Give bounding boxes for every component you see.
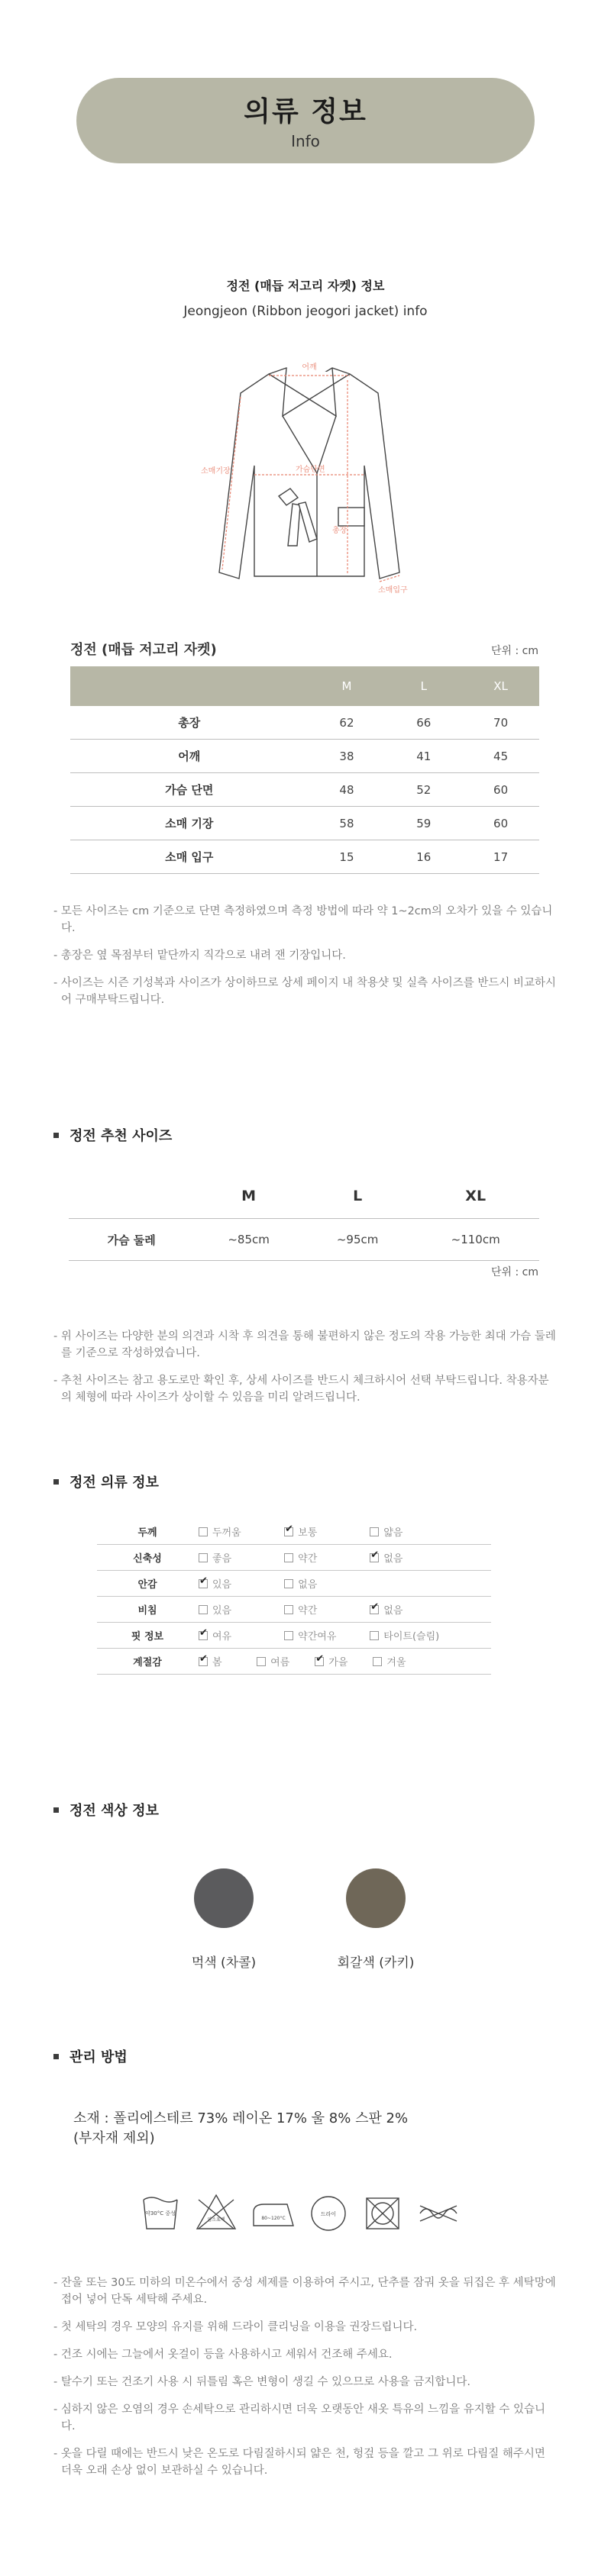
note-text: - 첫 세탁의 경우 모양의 유지를 위해 드라이 클리닝을 이용을 권장드립니다. <box>53 2321 418 2333</box>
fabric-info-heading-text: 정전 의류 정보 <box>70 1475 159 1491</box>
cell: 38 <box>309 740 386 773</box>
cell: 45 <box>462 740 539 773</box>
table-row <box>97 1597 491 1623</box>
no-bleach-icon <box>197 2195 235 2229</box>
recommend-table <box>69 1174 539 1261</box>
option-label: 있음 <box>212 1579 232 1591</box>
checkbox-icon <box>373 1657 382 1666</box>
cell: 58 <box>309 807 386 840</box>
checkbox-checked-icon <box>199 1657 208 1666</box>
cell: 60 <box>462 773 539 807</box>
option-label: 얇음 <box>383 1527 403 1539</box>
table-row <box>70 773 539 807</box>
table-row <box>69 1219 539 1261</box>
iron-icon <box>254 2204 293 2226</box>
checkbox-icon <box>284 1579 293 1588</box>
recommend-header <box>69 1174 539 1219</box>
table-row <box>97 1545 491 1571</box>
info-header-banner <box>76 78 535 163</box>
recommend-heading <box>53 1125 172 1145</box>
recommend-unit: 단위 : cm <box>490 1266 538 1278</box>
page-subtitle: Info <box>291 132 320 150</box>
cell: 52 <box>385 773 462 807</box>
row-label: 어깨 <box>70 740 309 773</box>
size-table <box>70 666 539 874</box>
option-label: 약간 <box>298 1553 318 1565</box>
note-text: - 탈수기 또는 건조기 사용 시 뒤틀림 혹은 변형이 생길 수 있으므로 사용을 금지합니다. <box>53 2376 470 2388</box>
label-chest: 가슴단면 <box>296 466 325 474</box>
checkbox-checked-icon <box>315 1657 324 1666</box>
cell: 17 <box>462 840 539 874</box>
size-col-blank <box>70 666 309 706</box>
bullet-icon <box>53 2054 59 2059</box>
no-wring-icon <box>420 2206 457 2221</box>
option-label: 없음 <box>298 1579 318 1591</box>
row-label: 비침 <box>97 1597 198 1623</box>
option-label: 좋음 <box>212 1553 232 1565</box>
table-row <box>97 1623 491 1649</box>
page-title: 의류 정보 <box>244 96 367 127</box>
rec-col-m: M <box>194 1174 303 1219</box>
label-sleeve-opening: 소매입구 <box>378 586 408 595</box>
row-label: 총장 <box>70 706 309 740</box>
checkbox-icon <box>370 1631 379 1640</box>
bullet-icon <box>53 1807 59 1813</box>
cell: 41 <box>385 740 462 773</box>
size-notes <box>53 903 558 1019</box>
checkbox-icon <box>199 1527 208 1536</box>
option-label: 없음 <box>383 1553 403 1565</box>
option-label: 있음 <box>212 1605 232 1617</box>
label-length: 총장 <box>332 527 348 535</box>
checkbox-checked-icon <box>199 1631 208 1640</box>
option <box>257 1654 312 1668</box>
checkbox-icon <box>370 1527 379 1536</box>
colors-heading-text: 정전 색상 정보 <box>70 1803 159 1819</box>
color-name-charcoal: 먹색 (차콜) <box>191 1955 257 1971</box>
note-text: - 사이즈는 시즌 기성복과 사이즈가 상이하므로 상세 페이지 내 착용샷 및 실측 사이즈를 반드시 비교하시어 구매부탁드립니다. <box>53 977 557 1006</box>
note-text: - 옷을 다릴 때에는 반드시 낮은 온도로 다림질하시되 얇은 천, 헝겊 등을 깔고 그 위로 다림질 해주시면 더욱 오래 손상 없이 보관하실 수 있습니다. <box>53 2448 545 2477</box>
size-col-l: L <box>385 666 462 706</box>
size-table-header <box>70 666 539 706</box>
row-label: 가슴 단면 <box>70 773 309 807</box>
checkbox-icon <box>257 1657 266 1666</box>
care-heading <box>53 2046 128 2066</box>
note-text: - 총장은 옆 목점부터 맡단까지 직각으로 내려 잰 기장입니다. <box>53 949 346 962</box>
option <box>315 1654 370 1668</box>
table-row <box>70 706 539 740</box>
note-text: - 추천 사이즈는 참고 용도로만 확인 후, 상세 사이즈를 반드시 체크하시어 선택 부탁드립니다. 착용자분의 체형에 따라 사이즈가 상이할 수 있음을 미리 알려드립니다. <box>53 1375 549 1404</box>
cell: 59 <box>385 807 462 840</box>
table-row <box>70 807 539 840</box>
svg-text:80~120°C: 80~120°C <box>261 2216 286 2221</box>
size-col-xl: XL <box>462 666 539 706</box>
no-tumble-dry-icon <box>367 2198 399 2229</box>
row-label: 소매 입구 <box>70 840 309 874</box>
option <box>199 1602 281 1617</box>
label-shoulder: 어깨 <box>302 363 317 372</box>
option <box>199 1524 281 1539</box>
cell: 60 <box>462 807 539 840</box>
color-swatch-charcoal <box>194 1868 254 1928</box>
option <box>373 1654 428 1668</box>
checkbox-icon <box>199 1553 208 1562</box>
option-label: 없음 <box>383 1605 403 1617</box>
option <box>370 1628 452 1643</box>
note-text: - 위 사이즈는 다양한 분의 의견과 시착 후 의견을 통해 불편하지 않은 정도의 작용 가능한 최대 가슴 둘레를 기준으로 작성하였습니다. <box>53 1330 556 1359</box>
material-text: 소재 : 폴리에스테르 73% 레이온 17% 울 8% 스판 2% <box>73 2110 409 2126</box>
option <box>199 1628 281 1643</box>
cell: 16 <box>385 840 462 874</box>
option <box>284 1628 367 1643</box>
row-label: 계절감 <box>97 1649 198 1675</box>
cell: 48 <box>309 773 386 807</box>
option <box>370 1602 452 1617</box>
hand-wash-icon <box>144 2197 177 2229</box>
option-label: 두꺼움 <box>212 1527 241 1539</box>
option-label: 여유 <box>212 1631 232 1643</box>
table-row <box>97 1519 491 1545</box>
color-name-khaki: 회갈색 (카키) <box>337 1955 415 1971</box>
recommend-heading-text: 정전 추천 사이즈 <box>70 1128 173 1144</box>
fabric-info-heading <box>53 1472 159 1491</box>
table-row <box>70 740 539 773</box>
cell: 15 <box>309 840 386 874</box>
note-text: - 건조 시에는 그늘에서 옷걸이 등을 사용하시고 세워서 건조해 주세요. <box>53 2349 393 2361</box>
option-label: 타이트(슬림) <box>383 1631 440 1643</box>
row-label: 신축성 <box>97 1545 198 1571</box>
option <box>284 1602 367 1617</box>
checkbox-checked-icon <box>199 1579 208 1588</box>
option-label: 약간여유 <box>298 1631 337 1643</box>
svg-text:드라이: 드라이 <box>320 2211 337 2217</box>
garment-measurement-diagram <box>195 359 424 611</box>
care-notes <box>53 2275 558 2490</box>
cell: 66 <box>385 706 462 740</box>
size-table-caption: 정전 (매듭 저고리 자켓) <box>70 642 217 658</box>
svg-text:염소표백: 염소표백 <box>207 2217 225 2223</box>
cell: ~95cm <box>303 1219 412 1261</box>
dry-clean-icon <box>312 2197 345 2230</box>
product-title-ko: 정전 (매듭 저고리 자켓) 정보 <box>226 279 385 293</box>
option <box>199 1550 281 1565</box>
svg-text:약30°C 중성: 약30°C 중성 <box>145 2210 176 2217</box>
option <box>370 1550 452 1565</box>
option-label: 여름 <box>270 1657 290 1668</box>
option <box>284 1550 367 1565</box>
size-col-m: M <box>309 666 386 706</box>
row-label: 핏 정보 <box>97 1623 198 1649</box>
table-row <box>97 1571 491 1597</box>
rec-col-l: L <box>303 1174 412 1219</box>
option-label: 약간 <box>298 1605 318 1617</box>
colors-heading <box>53 1800 159 1820</box>
option <box>284 1576 367 1591</box>
bullet-icon <box>53 1479 59 1485</box>
option-label: 겨울 <box>386 1657 406 1668</box>
size-table-unit: 단위 : cm <box>490 645 538 657</box>
care-heading-text: 관리 방법 <box>70 2049 128 2065</box>
cell: 70 <box>462 706 539 740</box>
cell: ~85cm <box>194 1219 303 1261</box>
option <box>370 1524 452 1539</box>
option-label: 봄 <box>212 1657 222 1668</box>
checkbox-icon <box>199 1605 208 1614</box>
option <box>199 1654 254 1668</box>
care-symbols <box>137 2189 474 2242</box>
color-swatch-khaki <box>346 1868 406 1928</box>
checkbox-checked-icon <box>370 1553 379 1562</box>
row-label: 안감 <box>97 1571 198 1597</box>
bullet-icon <box>53 1133 59 1138</box>
checkbox-checked-icon <box>370 1605 379 1614</box>
option <box>199 1576 281 1591</box>
row-label: 가슴 둘레 <box>69 1219 194 1261</box>
option-label: 가을 <box>328 1657 348 1668</box>
note-text: - 심하지 않은 오염의 경우 손세탁으로 관리하시면 더욱 오랫동안 새옷 특유의 느낌을 유지할 수 있습니다. <box>53 2404 546 2433</box>
option-label: 보통 <box>298 1527 318 1539</box>
note-text: - 모든 사이즈는 cm 기준으로 단면 측정하였으며 측정 방법에 따라 약 1~2cm의 오차가 있을 수 있습니다. <box>53 905 553 934</box>
option <box>284 1524 367 1539</box>
product-title-en: Jeongjeon (Ribbon jeogori jacket) info <box>183 304 428 319</box>
row-label: 두께 <box>97 1519 198 1545</box>
checkbox-icon <box>284 1631 293 1640</box>
cell: ~110cm <box>412 1219 539 1261</box>
material-info <box>73 2109 408 2149</box>
rec-col-blank <box>69 1174 194 1219</box>
fabric-info-table <box>97 1519 491 1675</box>
row-label: 소매 기장 <box>70 807 309 840</box>
checkbox-icon <box>284 1553 293 1562</box>
rec-col-xl: XL <box>412 1174 539 1219</box>
checkbox-checked-icon <box>284 1527 293 1536</box>
label-sleeve-length: 소매기장 <box>201 467 231 476</box>
note-text: - 잔울 또는 30도 미하의 미온수에서 중성 세제를 이용하여 주시고, 단추를 잠궈 옷을 뒤집은 후 세탁망에 접어 넣어 단독 세탁해 주세요. <box>53 2277 556 2306</box>
material-note: (부자재 제외) <box>73 2130 155 2146</box>
table-row <box>70 840 539 874</box>
cell: 62 <box>309 706 386 740</box>
table-row <box>97 1649 491 1675</box>
checkbox-icon <box>284 1605 293 1614</box>
recommend-notes <box>53 1328 558 1417</box>
